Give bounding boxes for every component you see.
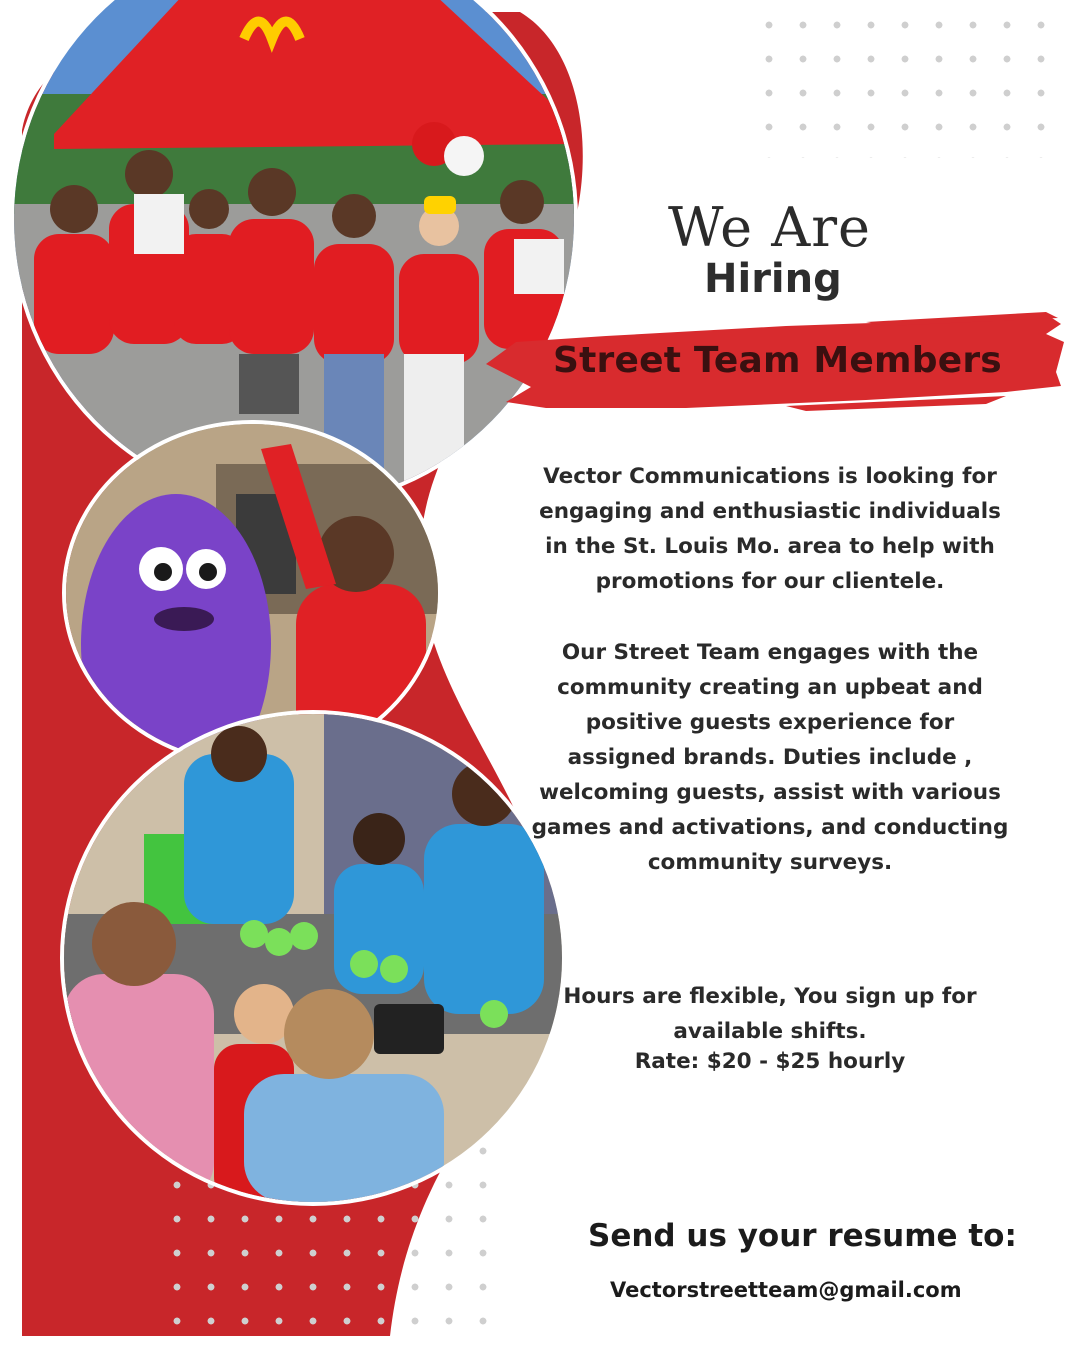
activation-table-photo bbox=[60, 710, 566, 1206]
decorative-dot-grid bbox=[752, 8, 1052, 158]
mascot-photo bbox=[62, 420, 442, 766]
rate-text: Rate: $20 - $25 hourly bbox=[634, 1049, 906, 1074]
duties-paragraph: Our Street Team engages with the community creating an upbeat and positive guests experience for assigned brands. Duties include , welcoming guests, assist with various games and activations, and conducting community surveys. bbox=[531, 640, 1009, 875]
hours-text: Hours are flexible, You sign up for available shifts. bbox=[563, 984, 977, 1044]
heading-we-are: We Are bbox=[668, 196, 871, 259]
heading-hiring: Hiring bbox=[704, 256, 842, 302]
description-paragraph: Vector Communications is looking for engaging and enthusiastic individuals in the St. Louis Mo. area to help with promotions for our clientele. bbox=[539, 464, 1001, 594]
banner-street-team-members: Street Team Members bbox=[553, 340, 1002, 381]
contact-email[interactable]: Vectorstreetteam@gmail.com bbox=[610, 1278, 962, 1302]
cta-heading: Send us your resume to: bbox=[588, 1218, 1017, 1254]
